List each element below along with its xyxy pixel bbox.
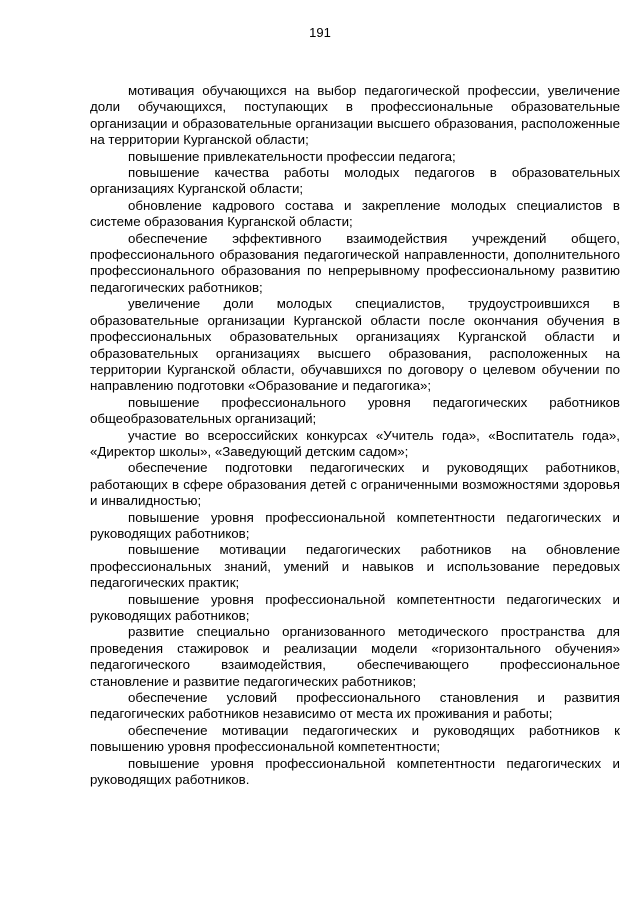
paragraph: обеспечение подготовки педагогических и руководящих работников, работающих в сфере образования детей с ограниченными возможностями здоровья и инвалидностью; bbox=[90, 460, 620, 509]
paragraph: повышение мотивации педагогических работников на обновление профессиональных знаний, умений и навыков и использование передовых педагогических практик; bbox=[90, 542, 620, 591]
paragraph: развитие специально организованного методического пространства для проведения стажировок и реализации модели «горизонтального обучения» педагогического взаимодействия, обеспечивающего профессиональное становление и развитие педагогических работников; bbox=[90, 624, 620, 689]
paragraph: мотивация обучающихся на выбор педагогической профессии, увеличение доли обучающихся, поступающих в профессиональные образовательные организации и образовательные организации высшего образования, расположенные на территории Курганской области; bbox=[90, 83, 620, 148]
paragraph: повышение привлекательности профессии педагога; bbox=[128, 148, 456, 164]
document-body bbox=[90, 83, 620, 788]
paragraph: повышение качества работы молодых педагогов в образовательных организациях Курганской области; bbox=[90, 165, 620, 197]
paragraph: повышение уровня профессиональной компетентности педагогических и руководящих работников; bbox=[90, 509, 620, 541]
paragraph: повышение уровня профессиональной компетентности педагогических и руководящих работников. bbox=[90, 755, 620, 788]
page-number: 191 bbox=[309, 25, 331, 40]
paragraph: увеличение доли молодых специалистов, трудоустроившихся в образовательные организации Курганской области после окончания обучения в профессиональных образовательных организациях Курганской области и образовательных организациях высшего образования, расположенных на территории Курганской области, обучавшихся по договору о целевом обучении по направлению подготовки «Образование и педагогика»; bbox=[90, 296, 620, 394]
paragraph: обеспечение мотивации педагогических и руководящих работников к повышению уровня профессиональной компетентности; bbox=[90, 722, 620, 755]
paragraph: обновление кадрового состава и закрепление молодых специалистов в системе образования Курганской области; bbox=[90, 197, 620, 230]
paragraph: обеспечение эффективного взаимодействия учреждений общего, профессионального образования педагогической направленности, дополнительного профессионального образования по непрерывному профессиональному развитию педагогических работников; bbox=[90, 230, 620, 295]
paragraph: обеспечение условий профессионального становления и развития педагогических работников независимо от места их проживания и работы; bbox=[90, 690, 620, 722]
paragraph: участие во всероссийских конкурсах «Учитель года», «Воспитатель года», «Директор школы», «Заведующий детским садом»; bbox=[90, 427, 620, 459]
paragraph: повышение профессионального уровня педагогических работников общеобразовательных организаций; bbox=[90, 394, 620, 427]
paragraph: повышение уровня профессиональной компетентности педагогических и руководящих работников; bbox=[90, 591, 620, 623]
